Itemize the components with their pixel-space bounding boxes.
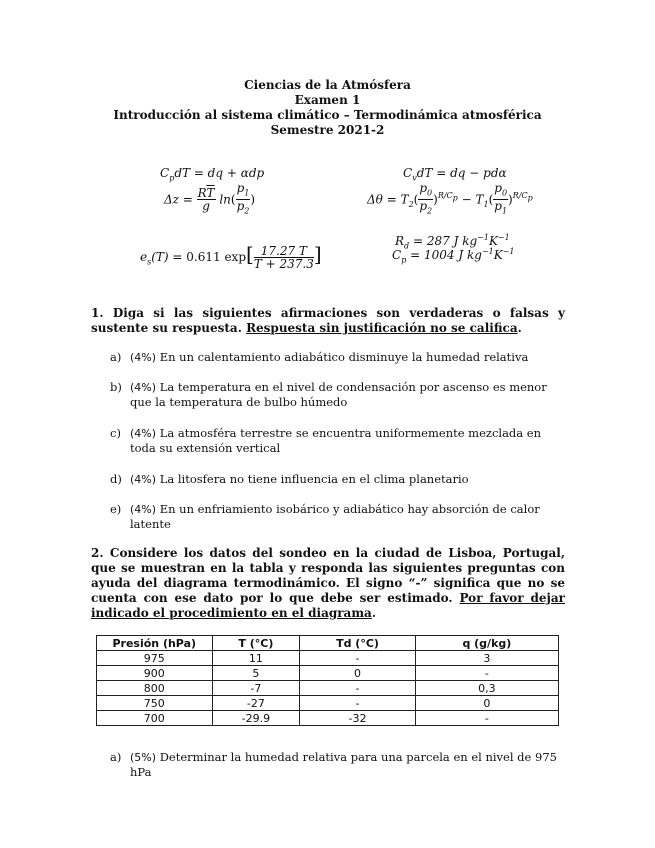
q1-item-b: b) (4%) La temperatura en el nivel de condensación por ascenso es menor que la temperatura de bulbo húmedo [110,380,547,409]
course-title: Ciencias de la Atmósfera [244,78,411,92]
equation-saturation-pressure: $e_s(T) = 0.611$ exp[ $\frac{17.27 T}{T + 237.3}$ ] [140,242,322,271]
q1-item-a: a) (4%) En un calentamiento adiabático disminuye la humedad relativa [110,350,529,364]
equation-cpdt: $C_pdT$ = dq + αdp [160,166,265,183]
table-row: 975 11 - 3 [97,651,559,666]
header-temperature: T (°C) [212,636,300,651]
exam-title: Examen 1 [294,93,361,107]
table-header-row [97,636,559,651]
header-pressure: Presión (hPa) [97,636,213,651]
question-2: 2. Considere los datos del sondeo en la ciudad de Lisboa, Portugal, que se muestran en la tabla y responda las siguientes preguntas con ayuda del diagrama termodinámico. El signo “-” significa que no se cuenta con ese dato por lo que debe ser estimado. Por favor dejar indicado el procedimiento en el diagrama. [91,546,565,620]
equation-rd: $R_d = 287$ J $kg^{-1}K^{-1}$ [395,233,510,251]
semester-title: Semestre 2021-2 [270,123,385,137]
equation-cp: $C_p = 1004$ J $kg^{-1}K^{-1}$ [392,247,515,265]
question-1-note: Respuesta sin justificación no se califica [246,321,518,335]
q1-item-d: d) (4%) La litosfera no tiene influencia en el clima planetario [110,472,469,486]
question-1-text: Diga si las siguientes afirmaciones son verdaderas o falsas y sustente su respuesta. [91,306,565,335]
q2-item-a: a) (5%) Determinar la humedad relativa para una parcela en el nivel de 975 hPa [110,750,557,779]
table-row: 700 -29.9 -32 - [97,711,559,726]
question-2-number: 2. [91,546,104,560]
table-row: 900 5 0 - [97,666,559,681]
topic-title: Introducción al sistema climático – Termodinámica atmosférica [113,108,542,122]
equation-delta-z: Δz = $\frac{R\overline{T}}{g}$ ln( $\frac{p_1}{p_2}$ ) [164,181,256,216]
question-2-note: Por favor dejar indicado el procedimiento en el diagrama [91,591,565,620]
sounding-table [96,635,559,726]
header-dewpoint: Td (°C) [300,636,416,651]
q1-item-c: c) (4%) La atmosféra terrestre se encuentra uniformemente mezclada en toda su extensión vertical [110,426,542,455]
question-1-number: 1. [91,306,104,320]
equation-cvdt: $C_vdT$ = dq − pdα [403,166,507,183]
q1-item-e: e) (4%) En un enfriamiento isobárico y adiabático hay absorción de calor latente [110,502,540,531]
table-row: 750 -27 - 0 [97,696,559,711]
question-2-text: Considere los datos del sondeo en la ciudad de Lisboa, Portugal, que se muestran en la tabla y responda las siguientes preguntas con ayuda del diagrama termodinámico. El signo “-” significa que no se cuenta con ese dato por lo que debe ser estimado. [91,546,565,605]
header-mixing-ratio: q (g/kg) [415,636,558,651]
equation-delta-theta: $\Delta\theta = T_2$( $\frac{p_0}{p_2}$ )$^{R/C_p} - T_1$( $\frac{p_0}{p_1}$ )$^{R/C_p}$ [367,181,533,216]
question-1: 1. Diga si las siguientes afirmaciones son verdaderas o falsas y sustente su respuesta. Respuesta sin justificación no se califica. [91,306,565,335]
table-row: 800 -7 - 0,3 [97,681,559,696]
